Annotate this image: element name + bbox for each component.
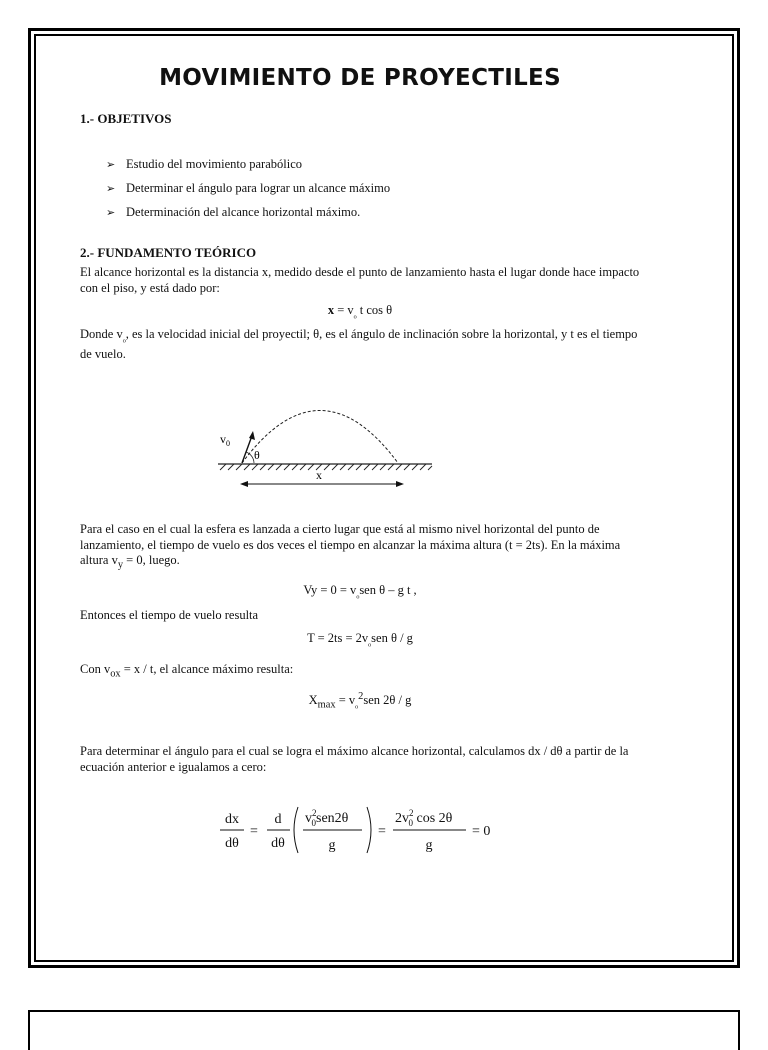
angle-arc (246, 452, 254, 463)
eq-sub: ₒ (353, 309, 357, 321)
arrow-left-icon (240, 481, 248, 487)
eq-part: sen θ – g t , (359, 583, 417, 597)
text-sub: ₒ (122, 333, 126, 344)
arrow-bullet-icon: ➢ (106, 207, 116, 219)
text-sub: ox (110, 668, 121, 679)
eq5-equals: = (250, 824, 258, 840)
list-item-text: Determinar el ángulo para lograr un alcance máximo (126, 181, 391, 195)
text-sub: y (117, 559, 124, 571)
label-v0: $v_0$ (220, 432, 230, 448)
section-heading-objetivos: 1.- OBJETIVOS (80, 111, 172, 126)
text-pre: Con v (80, 661, 111, 676)
objectives-list (80, 155, 640, 227)
paragraph-entonces: Entonces el tiempo de vuelo resulta (80, 607, 259, 622)
trajectory-dashed-arc (242, 411, 398, 464)
paragraph-con (80, 662, 640, 682)
text-post: , es la velocidad inicial del proyectil; θ, es el ángulo de inclinación sobre la horizontal, y t es el tiempo de vuelo. (80, 326, 638, 361)
eq5-zero: = 0 (472, 824, 491, 840)
text-pre: Donde v (80, 326, 123, 341)
eq-tail: sen 2θ / g (363, 692, 412, 707)
arrow-bullet-icon: ➢ (106, 183, 116, 195)
eq5-rhs-den: g (425, 838, 433, 854)
eq5-inner-num: $v^2$ 0sen2θ (305, 808, 349, 829)
eq5-rhs-num: $2v^2$ 0 cos 2θ (395, 808, 453, 829)
paragraph-caso (80, 522, 640, 573)
arrow-right-icon (396, 481, 404, 487)
page-title: MOVIMIENTO DE PROYECTILES (159, 65, 561, 91)
paragraph-donde (80, 327, 640, 363)
text-post: = x / t, el alcance máximo resulta: (120, 661, 294, 676)
eq-part: T = 2ts = 2v (307, 631, 369, 645)
eq-sub: ₒ (356, 589, 360, 601)
paragraph-determinar: Para determinar el ángulo para el cual se logra el máximo alcance horizontal, calculamos dx / dθ a partir de la ecuación anterior e igualamos a cero: (80, 744, 629, 774)
ground-hatch (220, 464, 432, 470)
eq5-inner-den: g (328, 838, 336, 854)
arrow-bullet-icon: ➢ (106, 159, 116, 171)
eq-sub: max (317, 699, 336, 711)
label-x: x (316, 468, 322, 482)
eq-tail: t cos θ (356, 303, 393, 317)
eq-part: Vy = 0 = v (303, 583, 357, 597)
equation-time (80, 631, 640, 649)
eq5-lhs-num: dx (225, 812, 239, 828)
eq-sub2: ₒ (355, 699, 359, 711)
eq5-d-den: dθ (271, 836, 285, 852)
equation-derivative (210, 795, 510, 865)
section-heading-fundamento: 2.- FUNDAMENTO TEÓRICO (80, 245, 257, 260)
eq5-d-num: d (274, 812, 282, 828)
eq-sub: ₒ (368, 637, 372, 649)
eq-rhs: = v (334, 303, 354, 317)
list-item-text: Determinación del alcance horizontal máximo. (126, 205, 361, 219)
velocity-arrowhead-icon (249, 431, 255, 440)
paren-left-icon (294, 807, 298, 853)
eq-x: x (327, 303, 335, 317)
list-item-text: Estudio del movimiento parabólico (126, 157, 303, 171)
eq-part: = v (335, 692, 356, 707)
next-page-border (28, 1010, 740, 1050)
label-theta: θ (254, 448, 260, 462)
list-item (106, 179, 640, 203)
eq-x: X (308, 692, 318, 707)
list-item (106, 155, 640, 179)
equation-vy (80, 583, 640, 601)
paren-right-icon (367, 807, 371, 853)
document-content (80, 65, 640, 865)
eq-part: sen θ / g (371, 631, 413, 645)
text-post: = 0, luego. (123, 553, 180, 567)
list-item (106, 203, 640, 227)
projectile-figure (210, 378, 440, 498)
paragraph-alcance: El alcance horizontal es la distancia x, medido desde el punto de lanzamiento hasta el lugar donde hace impacto con el piso, y está dado por: (80, 265, 640, 295)
eq5-equals-2: = (378, 824, 386, 840)
equation-range (80, 303, 640, 321)
text-pre: Para el caso en el cual la esfera es lanzada a cierto lugar que está al mismo nivel horizontal del punto de lanzamiento, el tiempo de vuelo es dos veces el tiempo en alcanzar la máxima altura (t = 2ts). En la máxima altura v (80, 522, 621, 567)
equation-xmax (80, 691, 640, 711)
eq5-lhs-den: dθ (225, 836, 239, 852)
eq-sup: 2 (358, 690, 364, 702)
